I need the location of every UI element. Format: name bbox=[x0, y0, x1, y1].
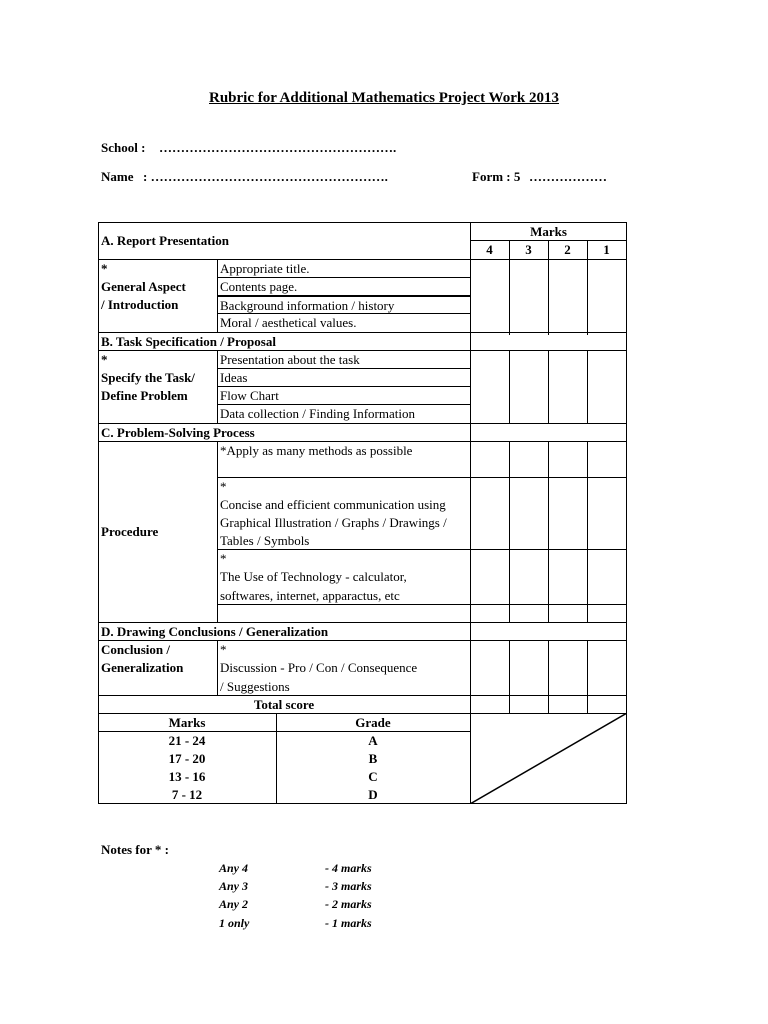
section-a-title: A. Report Presentation bbox=[101, 233, 229, 248]
form-field[interactable]: ……………… bbox=[529, 169, 607, 184]
mark-col-4: 4 bbox=[486, 242, 493, 257]
criterion-item: Moral / aesthetical values. bbox=[220, 315, 357, 330]
criterion-item: Tables / Symbols bbox=[220, 533, 310, 548]
grade-row-grade: A bbox=[368, 733, 378, 748]
form-label: Form : 5 bbox=[472, 169, 521, 184]
grade-row-grade: C bbox=[368, 769, 378, 784]
section-a-label-2: / Introduction bbox=[101, 297, 179, 312]
mark-col-1: 1 bbox=[603, 242, 610, 257]
notes-marks: - 4 marks bbox=[325, 861, 372, 875]
notes-condition: Any 3 bbox=[219, 879, 249, 893]
grade-header: Grade bbox=[355, 715, 391, 730]
notes-marks: - 1 marks bbox=[325, 916, 372, 930]
criterion-item: Appropriate title. bbox=[220, 261, 310, 276]
criterion-item: *Apply as many methods as possible bbox=[220, 443, 413, 458]
criterion-item: / Suggestions bbox=[220, 679, 290, 694]
criterion-item: Concise and efficient communication using bbox=[220, 497, 446, 512]
section-c-title: C. Problem-Solving Process bbox=[101, 425, 255, 440]
criterion-item: Flow Chart bbox=[220, 388, 279, 403]
section-d-title: D. Drawing Conclusions / Generalization bbox=[101, 624, 329, 639]
grade-row-marks: 21 - 24 bbox=[168, 733, 206, 748]
criterion-item: Background information / history bbox=[220, 298, 395, 313]
grade-row-marks: 7 - 12 bbox=[171, 787, 203, 802]
section-c-label: Procedure bbox=[101, 524, 159, 539]
section-a-label: General Aspect bbox=[101, 279, 186, 294]
section-b-title: B. Task Specification / Proposal bbox=[101, 334, 276, 349]
grade-row-marks: 13 - 16 bbox=[168, 769, 206, 784]
criterion-star: * bbox=[220, 642, 227, 657]
section-b-label-2: Define Problem bbox=[101, 388, 188, 403]
name-field[interactable]: : ………………………………………………. bbox=[143, 169, 388, 184]
notes-marks: - 3 marks bbox=[325, 879, 372, 893]
section-a-star: * bbox=[101, 261, 108, 276]
marks-header: Marks bbox=[530, 224, 567, 239]
section-d-label: Conclusion / bbox=[101, 642, 170, 657]
section-b-star: * bbox=[101, 352, 108, 367]
criterion-item: The Use of Technology - calculator, bbox=[220, 569, 407, 584]
notes-condition: Any 4 bbox=[219, 861, 249, 875]
total-score-label: Total score bbox=[253, 697, 315, 712]
notes-title: Notes for * : bbox=[101, 842, 169, 857]
criterion-item: Graphical Illustration / Graphs / Drawings / bbox=[220, 515, 447, 530]
diagonal-line bbox=[470, 713, 627, 804]
school-label: School : bbox=[101, 140, 146, 155]
grade-marks-header: Marks bbox=[168, 715, 206, 730]
criterion-item: Ideas bbox=[220, 370, 248, 385]
criterion-item: Discussion - Pro / Con / Consequence bbox=[220, 660, 418, 675]
mark-col-2: 2 bbox=[564, 242, 571, 257]
notes-condition: 1 only bbox=[219, 916, 250, 930]
criterion-item: softwares, internet, apparactus, etc bbox=[220, 588, 400, 603]
section-b-label: Specify the Task/ bbox=[101, 370, 195, 385]
criterion-star: * bbox=[220, 479, 227, 494]
criterion-item: Data collection / Finding Information bbox=[220, 406, 415, 421]
criterion-item: Presentation about the task bbox=[220, 352, 360, 367]
notes-marks: - 2 marks bbox=[325, 897, 372, 911]
notes-condition: Any 2 bbox=[219, 897, 249, 911]
page-title: Rubric for Additional Mathematics Project Work 2013 bbox=[209, 90, 559, 106]
grade-row-grade: B bbox=[368, 751, 378, 766]
grade-row-marks: 17 - 20 bbox=[168, 751, 206, 766]
mark-col-3: 3 bbox=[525, 242, 532, 257]
criterion-item: Contents page. bbox=[220, 279, 298, 294]
school-field[interactable]: ………………………………………………. bbox=[159, 140, 397, 155]
grade-row-grade: D bbox=[368, 787, 378, 802]
section-d-label-2: Generalization bbox=[101, 660, 184, 675]
criterion-star: * bbox=[220, 551, 227, 566]
name-label: Name bbox=[101, 169, 134, 184]
